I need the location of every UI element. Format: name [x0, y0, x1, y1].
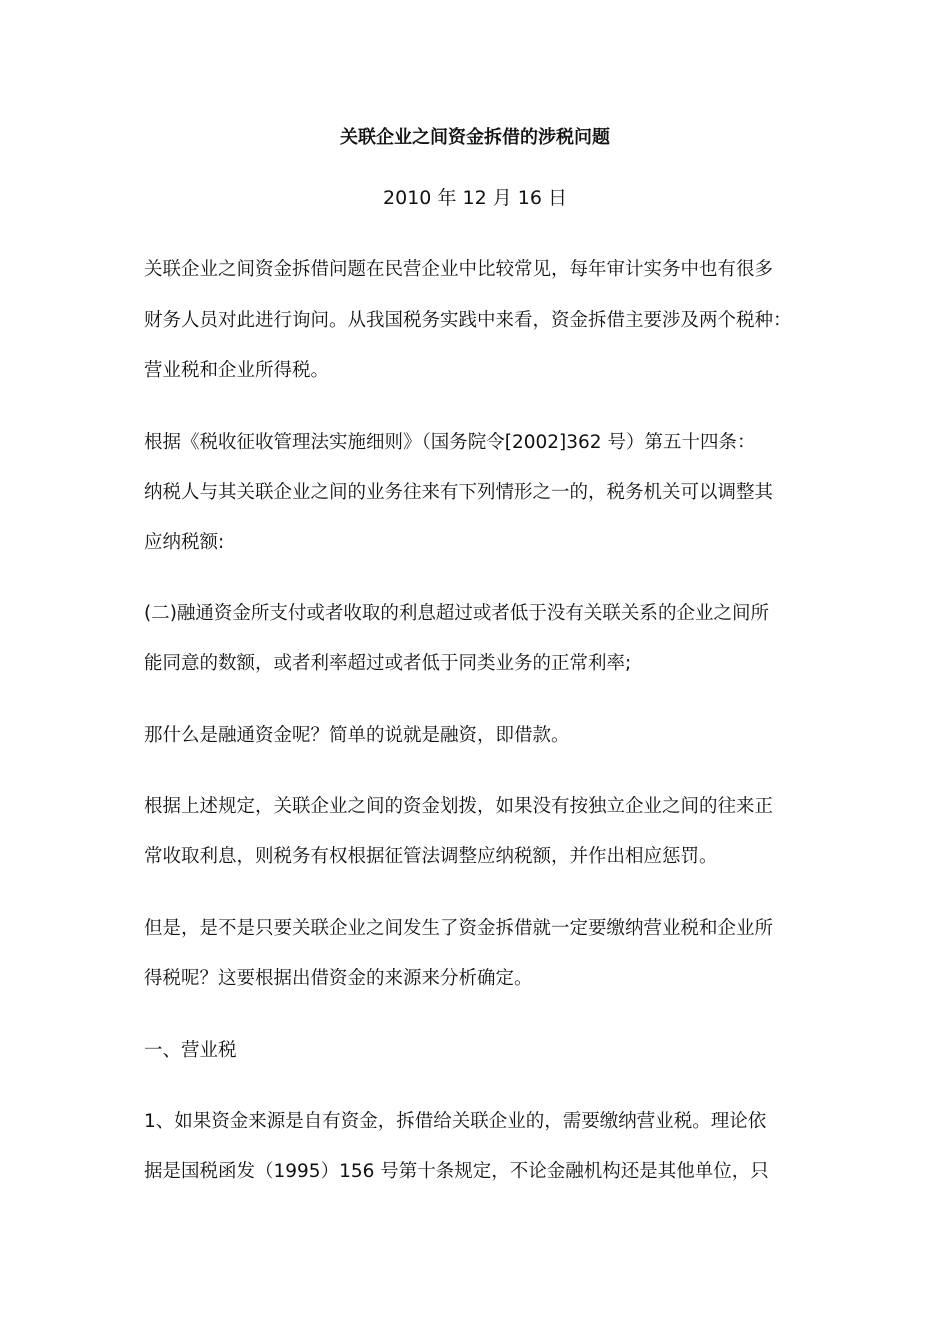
body-line: 据是国税函发（1995）156 号第十条规定，不论金融机构还是其他单位，只 — [144, 1161, 769, 1182]
body-line: 纳税人与其关联企业之间的业务往来有下列情形之一的，税务机关可以调整其 — [144, 482, 774, 503]
body-line: 根据《税收征收管理法实施细则》（国务院令[2002]362 号）第五十四条： — [144, 432, 756, 453]
body-line: 财务人员对此进行询问。从我国税务实践中来看，资金拆借主要涉及两个税种： — [144, 310, 792, 331]
body-line: 关联企业之间资金拆借问题在民营企业中比较常见，每年审计实务中也有很多 — [144, 259, 774, 280]
document-date: 2010 年 12 月 16 日 — [383, 187, 567, 209]
body-line: 得税呢？这要根据出借资金的来源来分析确定。 — [144, 968, 533, 989]
body-line: 常收取利息，则税务有权根据征管法调整应纳税额，并作出相应惩罚。 — [144, 846, 718, 867]
body-line: (二)融通资金所支付或者收取的利息超过或者低于没有关联关系的企业之间所 — [144, 603, 769, 624]
body-line: 1、如果资金来源是自有资金，拆借给关联企业的，需要缴纳营业税。理论依 — [144, 1111, 767, 1132]
body-line: 应纳税额: — [144, 532, 225, 553]
body-line: 但是，是不是只要关联企业之间发生了资金拆借就一定要缴纳营业税和企业所 — [144, 918, 774, 939]
body-line: 那什么是融通资金呢？简单的说就是融资，即借款。 — [144, 725, 570, 746]
body-line: 营业税和企业所得税。 — [144, 360, 330, 381]
section-heading: 一、营业税 — [144, 1040, 237, 1061]
document-title: 关联企业之间资金拆借的涉税问题 — [340, 127, 610, 148]
body-line: 能同意的数额，或者利率超过或者低于同类业务的正常利率; — [144, 653, 632, 674]
body-line: 根据上述规定，关联企业之间的资金划拨，如果没有按独立企业之间的往来正 — [144, 796, 774, 817]
